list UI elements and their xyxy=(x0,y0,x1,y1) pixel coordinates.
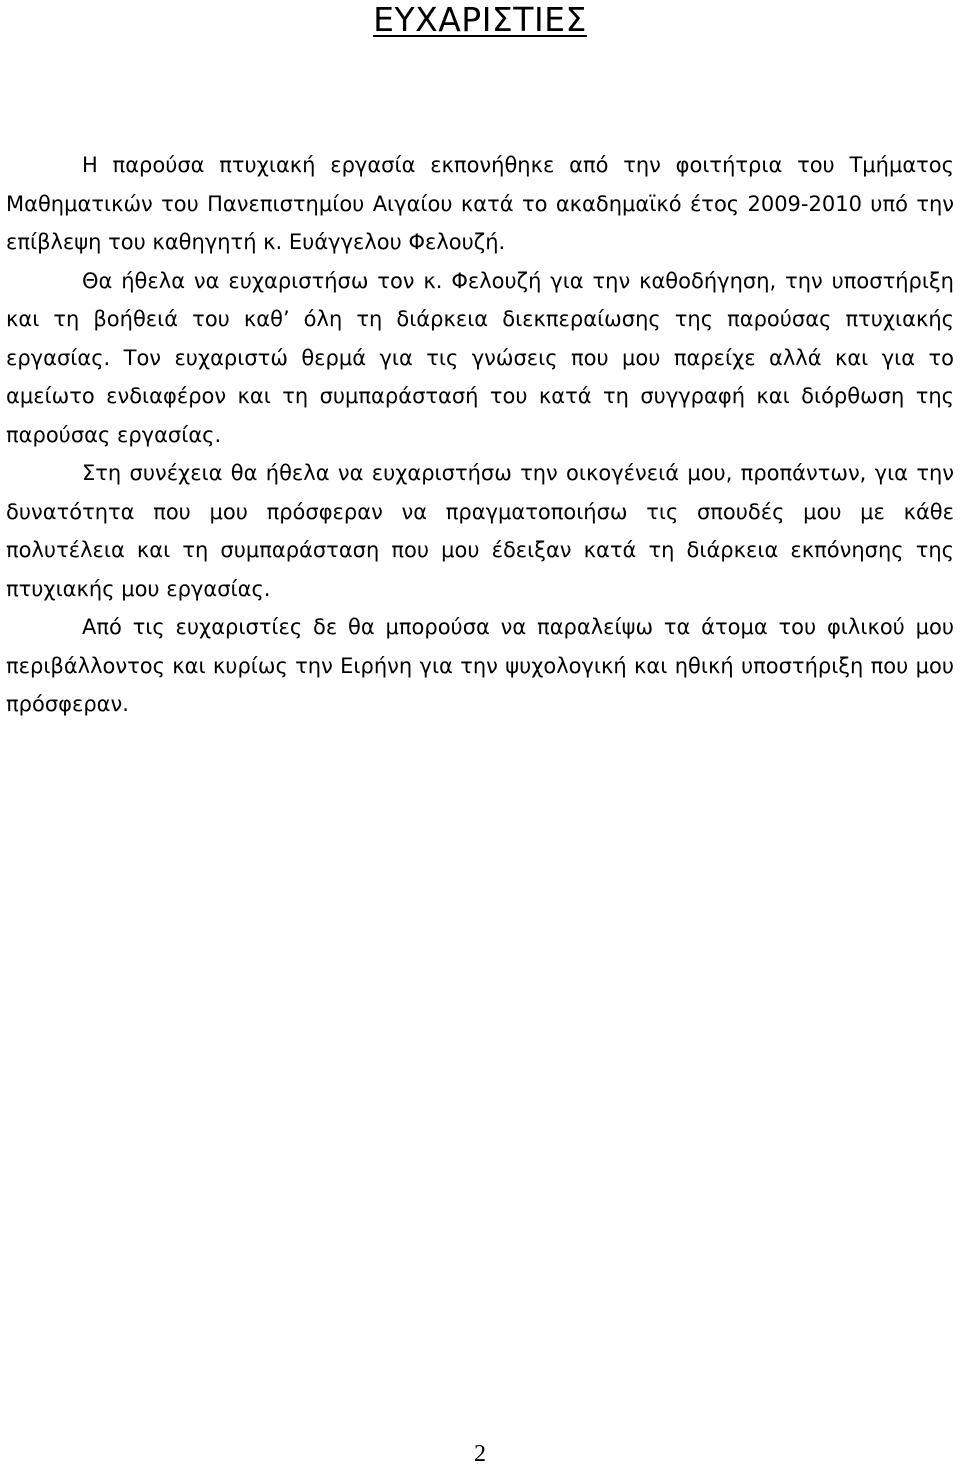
page-number: 2 xyxy=(474,1441,486,1467)
paragraph-thesis-info: Η παρούσα πτυχιακή εργασία εκπονήθηκε από την φοιτήτρια του Τμήματος Μαθηματικών του Πανεπιστημίου Αιγαίου κατά το ακαδημαϊκό έτος 2009-2010 υπό την επίβλεψη του καθηγητή κ. Ευάγγελου Φελουζή. xyxy=(6,153,954,254)
paragraph-family-thanks: Στη συνέχεια θα ήθελα να ευχαριστήσω την οικογένειά μου, προπάντων, για την δυνατότητα που μου πρόσφεραν να πραγματοποιήσω τις σπουδές μου με κάθε πολυτέλεια και τη συμπαράσταση που μου έδειξαν κατά τη διάρκεια εκπόνησης της πτυχιακής μου εργασίας. xyxy=(6,461,954,601)
acknowledgements-body xyxy=(6,146,954,724)
page-title: ΕΥΧΑΡΙΣΤΙΕΣ xyxy=(373,0,587,39)
paragraph-friends-thanks: Από τις ευχαριστίες δε θα μπορούσα να παραλείψω τα άτομα του φιλικού μου περιβάλλοντος και κυρίως την Ειρήνη για την ψυχολογική και ηθική υποστήριξη που μου πρόσφεραν. xyxy=(6,615,954,716)
paragraph-supervisor-thanks: Θα ήθελα να ευχαριστήσω τον κ. Φελουζή για την καθοδήγηση, την υποστήριξη και τη βοήθειά του καθ’ όλη τη διάρκεια διεκπεραίωσης της παρούσας πτυχιακής εργασίας. Τον ευχαριστώ θερμά για τις γνώσεις που μου παρείχε αλλά και για το αμείωτο ενδιαφέρον και τη συμπαράστασή του κατά τη συγγραφή και διόρθωση της παρούσας εργασίας. xyxy=(6,268,954,447)
